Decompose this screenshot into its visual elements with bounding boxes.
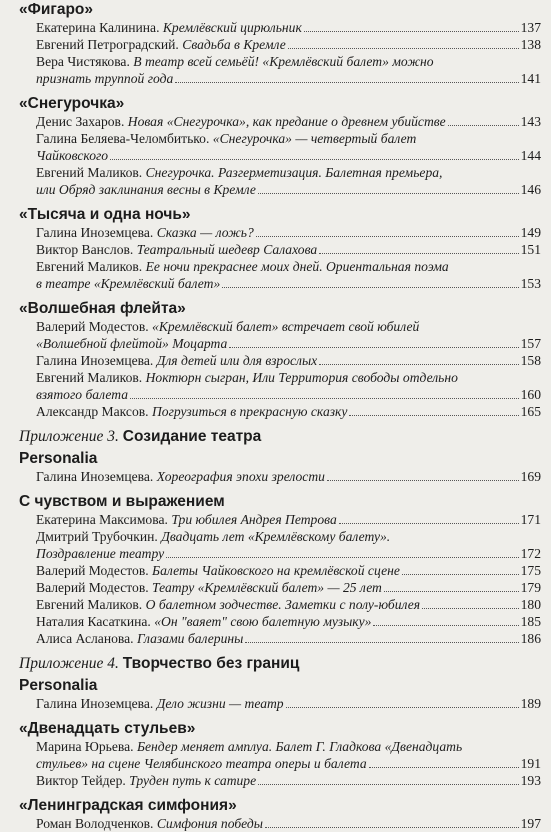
entry-title-continued: в театре «Кремлёвский балет» — [36, 276, 221, 291]
entry-author: Вера Чистякова. — [36, 54, 130, 69]
entry-title: Балеты Чайковского на кремлёвской сцене — [152, 563, 400, 578]
entry-author: Наталия Касаткина. — [36, 614, 151, 629]
appendix-title: Творчество без границ — [122, 655, 300, 672]
entry-author: Евгений Маликов. — [36, 165, 143, 180]
entry-title: Сказка — ложь? — [156, 225, 254, 240]
page-number: 143 — [520, 114, 541, 129]
entry-title: Двадцать лет «Кремлёвскому балету». — [161, 529, 391, 544]
appendix-heading — [19, 427, 551, 446]
entry-author: Галина Иноземцева. — [36, 696, 154, 711]
page-number: 141 — [520, 71, 541, 86]
entry-title: Театральный шедевр Салахова — [136, 242, 318, 257]
entry-author: Валерий Модестов. — [36, 580, 149, 595]
page-number: 157 — [520, 336, 541, 351]
page-number: 186 — [520, 631, 541, 646]
toc-entry — [36, 596, 541, 613]
entry-author: Галина Беляева-Челомбитько. — [36, 131, 210, 146]
toc-entry — [36, 241, 541, 258]
entry-author: Дмитрий Трубочкин. — [36, 529, 158, 544]
toc-entry — [36, 258, 541, 292]
toc-entry — [36, 511, 541, 528]
toc-entry — [36, 579, 541, 596]
page-number: 197 — [520, 816, 541, 831]
page-number: 160 — [520, 387, 541, 402]
toc-entry — [36, 695, 541, 712]
appendix-title: Созидание театра — [122, 428, 262, 445]
toc-entry — [36, 224, 541, 241]
entry-author: Валерий Модестов. — [36, 319, 149, 334]
toc-entry — [36, 19, 541, 36]
page-number: 146 — [520, 182, 541, 197]
page-number: 185 — [520, 614, 541, 629]
page-number: 153 — [520, 276, 541, 291]
page-number: 189 — [520, 696, 541, 711]
entry-author: Александр Максов. — [36, 404, 149, 419]
entry-title: Для детей или для взрослых — [156, 353, 318, 368]
page-number: 179 — [520, 580, 541, 595]
toc-entry — [36, 815, 541, 832]
page-number: 137 — [520, 20, 541, 35]
entry-title: «Снегурочка» — четвертый балет — [212, 131, 417, 146]
entry-title: Кремлёвский цирюльник — [162, 20, 302, 35]
toc-entry — [36, 528, 541, 562]
page-number: 138 — [520, 37, 541, 52]
appendix-heading — [19, 654, 551, 673]
section-heading: «Двенадцать стульев» — [19, 720, 196, 737]
page-number: 172 — [520, 546, 541, 561]
toc-entry — [36, 53, 541, 87]
section-heading: «Снегурочка» — [19, 95, 125, 112]
toc-entry — [36, 130, 541, 164]
entry-title-continued: стульев» на сцене Челябинского театра оперы и балета — [36, 756, 367, 771]
entry-author: Валерий Модестов. — [36, 563, 149, 578]
page-number: 169 — [520, 469, 541, 484]
page-number: 149 — [520, 225, 541, 240]
entry-title-continued: или Обряд заклинания весны в Кремле — [36, 182, 256, 197]
entry-title: О балетном зодчестве. Заметки с полу-юбилея — [145, 597, 421, 612]
entry-author: Евгений Маликов. — [36, 597, 143, 612]
entry-author: Алиса Асланова. — [36, 631, 134, 646]
toc-entry — [36, 352, 541, 369]
toc-entry — [36, 164, 541, 198]
entry-title: Дело жизни — театр — [156, 696, 284, 711]
entry-author: Виктор Тейдер. — [36, 773, 126, 788]
entry-author: Галина Иноземцева. — [36, 469, 154, 484]
toc-entry — [36, 318, 541, 352]
entry-author: Виктор Ванслов. — [36, 242, 134, 257]
section-heading: «Ленинградская симфония» — [19, 797, 237, 814]
toc-entry — [36, 630, 541, 647]
toc-entry — [36, 613, 541, 630]
toc-entry — [36, 113, 541, 130]
toc-entry — [36, 468, 541, 485]
entry-author: Евгений Петроградский. — [36, 37, 179, 52]
entry-author: Евгений Маликов. — [36, 259, 143, 274]
section-heading: «Фигаро» — [19, 1, 94, 18]
entry-title: Симфония победы — [156, 816, 263, 831]
entry-title: Театру «Кремлёвский балет» — 25 лет — [152, 580, 382, 595]
page-number: 180 — [520, 597, 541, 612]
entry-title: Снегурочка. Разгерметизация. Балетная премьера, — [145, 165, 443, 180]
entry-title: «Кремлёвский балет» встречает свой юбилей — [152, 319, 420, 334]
toc-entry — [36, 403, 541, 420]
entry-title: Хореография эпохи зрелости — [156, 469, 325, 484]
page-number: 171 — [520, 512, 541, 527]
entry-author: Екатерина Максимова. — [36, 512, 168, 527]
toc-entry — [36, 738, 541, 772]
section-heading: «Тысяча и одна ночь» — [19, 206, 191, 223]
entry-title: Погрузиться в прекрасную сказку — [151, 404, 348, 419]
entry-title: Свадьба в Кремле — [182, 37, 286, 52]
section-heading: С чувством и выражением — [19, 493, 225, 510]
entry-title: «Он "ваяет" свою балетную музыку» — [154, 614, 372, 629]
entry-author: Евгений Маликов. — [36, 370, 143, 385]
page-number: 165 — [520, 404, 541, 419]
entry-title: Труден путь к сатире — [129, 773, 257, 788]
entry-title: Новая «Снегурочка», как предание о древнем убийстве — [127, 114, 446, 129]
entry-title: Три юбилея Андрея Петрова — [171, 512, 337, 527]
page-number: 144 — [520, 148, 541, 163]
entry-author: Галина Иноземцева. — [36, 225, 154, 240]
entry-title-continued: взятого балета — [36, 387, 128, 402]
toc-entry — [36, 772, 541, 789]
entry-title: Ее ночи прекраснее моих дней. Ориентальная поэма — [145, 259, 449, 274]
entry-title: Ноктюрн сыгран, Или Территория свободы отдельно — [145, 370, 458, 385]
entry-title-continued: Чайковского — [36, 148, 109, 163]
entry-title: Бендер меняет амплуа. Балет Г. Гладкова «Двенадцать — [136, 739, 463, 754]
page-number: 158 — [520, 353, 541, 368]
toc-entry — [36, 36, 541, 53]
entry-title-continued: «Волшебной флейтой» Моцарта — [36, 336, 228, 351]
entry-title: Глазами балерины — [137, 631, 244, 646]
entry-author: Роман Володченков. — [36, 816, 154, 831]
entry-title-continued: признать труппой года — [36, 71, 174, 86]
toc-entry — [36, 369, 541, 403]
section-heading: Personalia — [19, 450, 98, 467]
page-number: 193 — [520, 773, 541, 788]
toc-entry — [36, 562, 541, 579]
entry-author: Денис Захаров. — [36, 114, 125, 129]
section-heading: Personalia — [19, 677, 98, 694]
entry-title-continued: Поздравление театру — [36, 546, 165, 561]
entry-author: Екатерина Калинина. — [36, 20, 160, 35]
page-number: 175 — [520, 563, 541, 578]
page-number: 151 — [520, 242, 541, 257]
appendix-prefix: Приложение 3. — [19, 428, 119, 445]
section-heading: «Волшебная флейта» — [19, 300, 186, 317]
entry-title: В театр всей семьёй! «Кремлёвский балет» можно — [133, 54, 434, 69]
appendix-prefix: Приложение 4. — [19, 655, 119, 672]
entry-author: Марина Юрьева. — [36, 739, 134, 754]
page-number: 191 — [520, 756, 541, 771]
entry-author: Галина Иноземцева. — [36, 353, 154, 368]
